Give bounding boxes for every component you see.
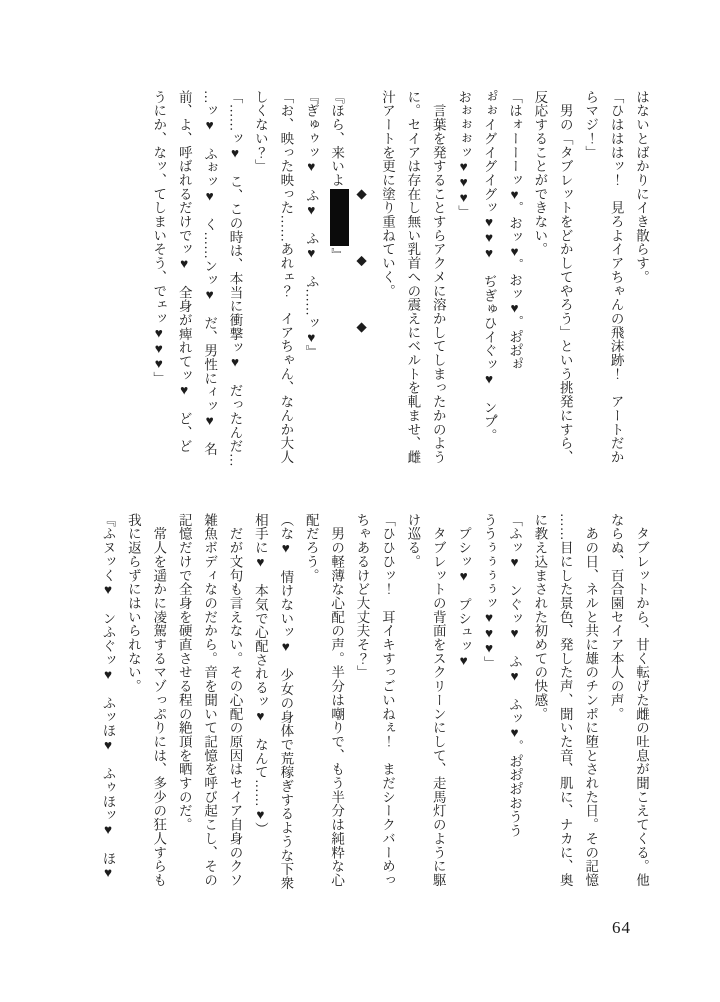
text-line: に教え込まされた初めての快感。 xyxy=(532,513,548,721)
censor-block xyxy=(330,189,349,246)
text-line: （な♥ 情けないッ♥ 少女の身体で荒稼ぎするような下衆 xyxy=(278,513,294,890)
text-line: 相手に♥ 本気で心配されるッ♥ なんて……♥） xyxy=(252,513,268,837)
text-line: …ッ♥ ふぉッ♥ く……ンッ♥ だ、男性にィッ♥ 名 xyxy=(202,90,218,457)
text-line: しくない？」 xyxy=(252,90,268,174)
text-line: 「ひはははッ！ 見ろよイアちゃんの飛沫跡！ アートだか xyxy=(608,90,624,464)
text-line: け巡る。 xyxy=(405,513,421,569)
text-line: に。セイアは存在し無い乳首への震えにベルトを軋ませ、雌 xyxy=(405,90,421,464)
text-line: らマジ！」 xyxy=(583,90,599,160)
text-line: 「ふッ♥ ンぐッ♥ ふ♥ ふッ♥ ゚お゚お゚お゚おうう xyxy=(506,513,522,838)
text-line: 「はォーーーッ♥ ゚おッ♥ ゚おッ♥ ゚お゚お゚ぉ゚ xyxy=(506,90,522,372)
text-line: 『ふヌッく♥ ンふぐッ♥ ふッほ♥ ふゥほッ♥ ほ♥ xyxy=(100,513,116,881)
text-line: ……目にした景色、発した声、聞いた音、肌に、ナカに、奥 xyxy=(557,513,573,887)
text-line: 男の軽薄な心配の声。半分は嘲りで、もう半分は純粋な心 xyxy=(329,513,345,887)
text-line: 「ひひひッ！ 耳イキすっごいねぇ！ まだシークバーめっ xyxy=(379,513,395,887)
text-line: 反応することができない。 xyxy=(532,90,548,257)
text-line: 配だろう。 xyxy=(303,513,319,583)
text-line: 汁アートを更に塗り重ねていく。 xyxy=(379,90,395,298)
text-line: はないとばかりにイき散らす。 xyxy=(634,90,649,284)
text-line: 男の「タブレットをどかしてやろう」という挑発にすら、 xyxy=(557,90,573,464)
text-line: 「お、映った映った……あれェ？ イアちゃん、なんか大人 xyxy=(278,90,294,464)
text-line: ううぅぅぅぅッ♥♥♥」 xyxy=(481,513,497,670)
text-line: 前、よ、呼ばれるだけでッ♥ 全身が痺れてッ♥ ど、ど xyxy=(176,90,192,454)
text-line: ちゃあるけど大丈夫そ？」 xyxy=(354,513,370,680)
text-line: ぉ゚ぉイグイグイグッ♥♥♥ ぢぎゅひイぐッ♥ ンブ゚。 xyxy=(481,90,497,443)
censored-line-prefix: 『ほら、来いよ xyxy=(329,90,345,187)
text-line: おぉぉぉッ♥♥♥」 xyxy=(456,90,472,220)
text-line: 記憶だけで全身を硬直させる程の絶頂を晒すのだ。 xyxy=(176,513,192,832)
page-number: 64 xyxy=(612,918,631,937)
censored-text-line xyxy=(324,90,349,470)
censored-line-suffix: 』 xyxy=(329,247,345,262)
text-line: 言葉を発することすらアクメに溶かしてしまったかのよう xyxy=(430,90,446,464)
text-line: タブレットから、甘く転げた雌の吐息が聞こえてくる。他 xyxy=(634,513,649,887)
text-line: タブレットの背面をスクリーンにして、走馬灯のように駆 xyxy=(430,513,446,887)
text-line: 我に返らずにはいられない。 xyxy=(125,513,141,694)
scene-break-line: ◆ ◆ ◆ xyxy=(354,186,370,338)
text-line: プシッ♥ プシュッ♥ xyxy=(456,513,472,669)
text-line: 「……ッ♥ こ、この時は、本当に衝撃ッ♥ だったんだ… xyxy=(227,90,243,467)
text-line: ならぬ、百合園セイア本人の声。 xyxy=(608,513,624,721)
text-line: あの日、ネルと共に雄のチンポに堕とされた日。その記憶 xyxy=(583,513,599,887)
text-line: だが文句も言えない。その心配の原因はセイア自身のクソ xyxy=(227,513,243,887)
text-line: 常人を遥かに凌駕するマゾっぷりには、多少の狂人すらも xyxy=(151,513,167,887)
bottom-text-block xyxy=(95,513,654,893)
text-line: 雑魚ボディなのだから。音を聞いて記憶を呼び起こし、その xyxy=(202,513,218,887)
text-line: うにか、なッ、てしまいそう、でェッ♥♥♥」 xyxy=(151,90,167,386)
text-line: 『ぎゅゥッ♥ ふ♥ ふ♥ ふ……ッ♥』 xyxy=(303,90,319,360)
top-text-block xyxy=(146,90,654,470)
